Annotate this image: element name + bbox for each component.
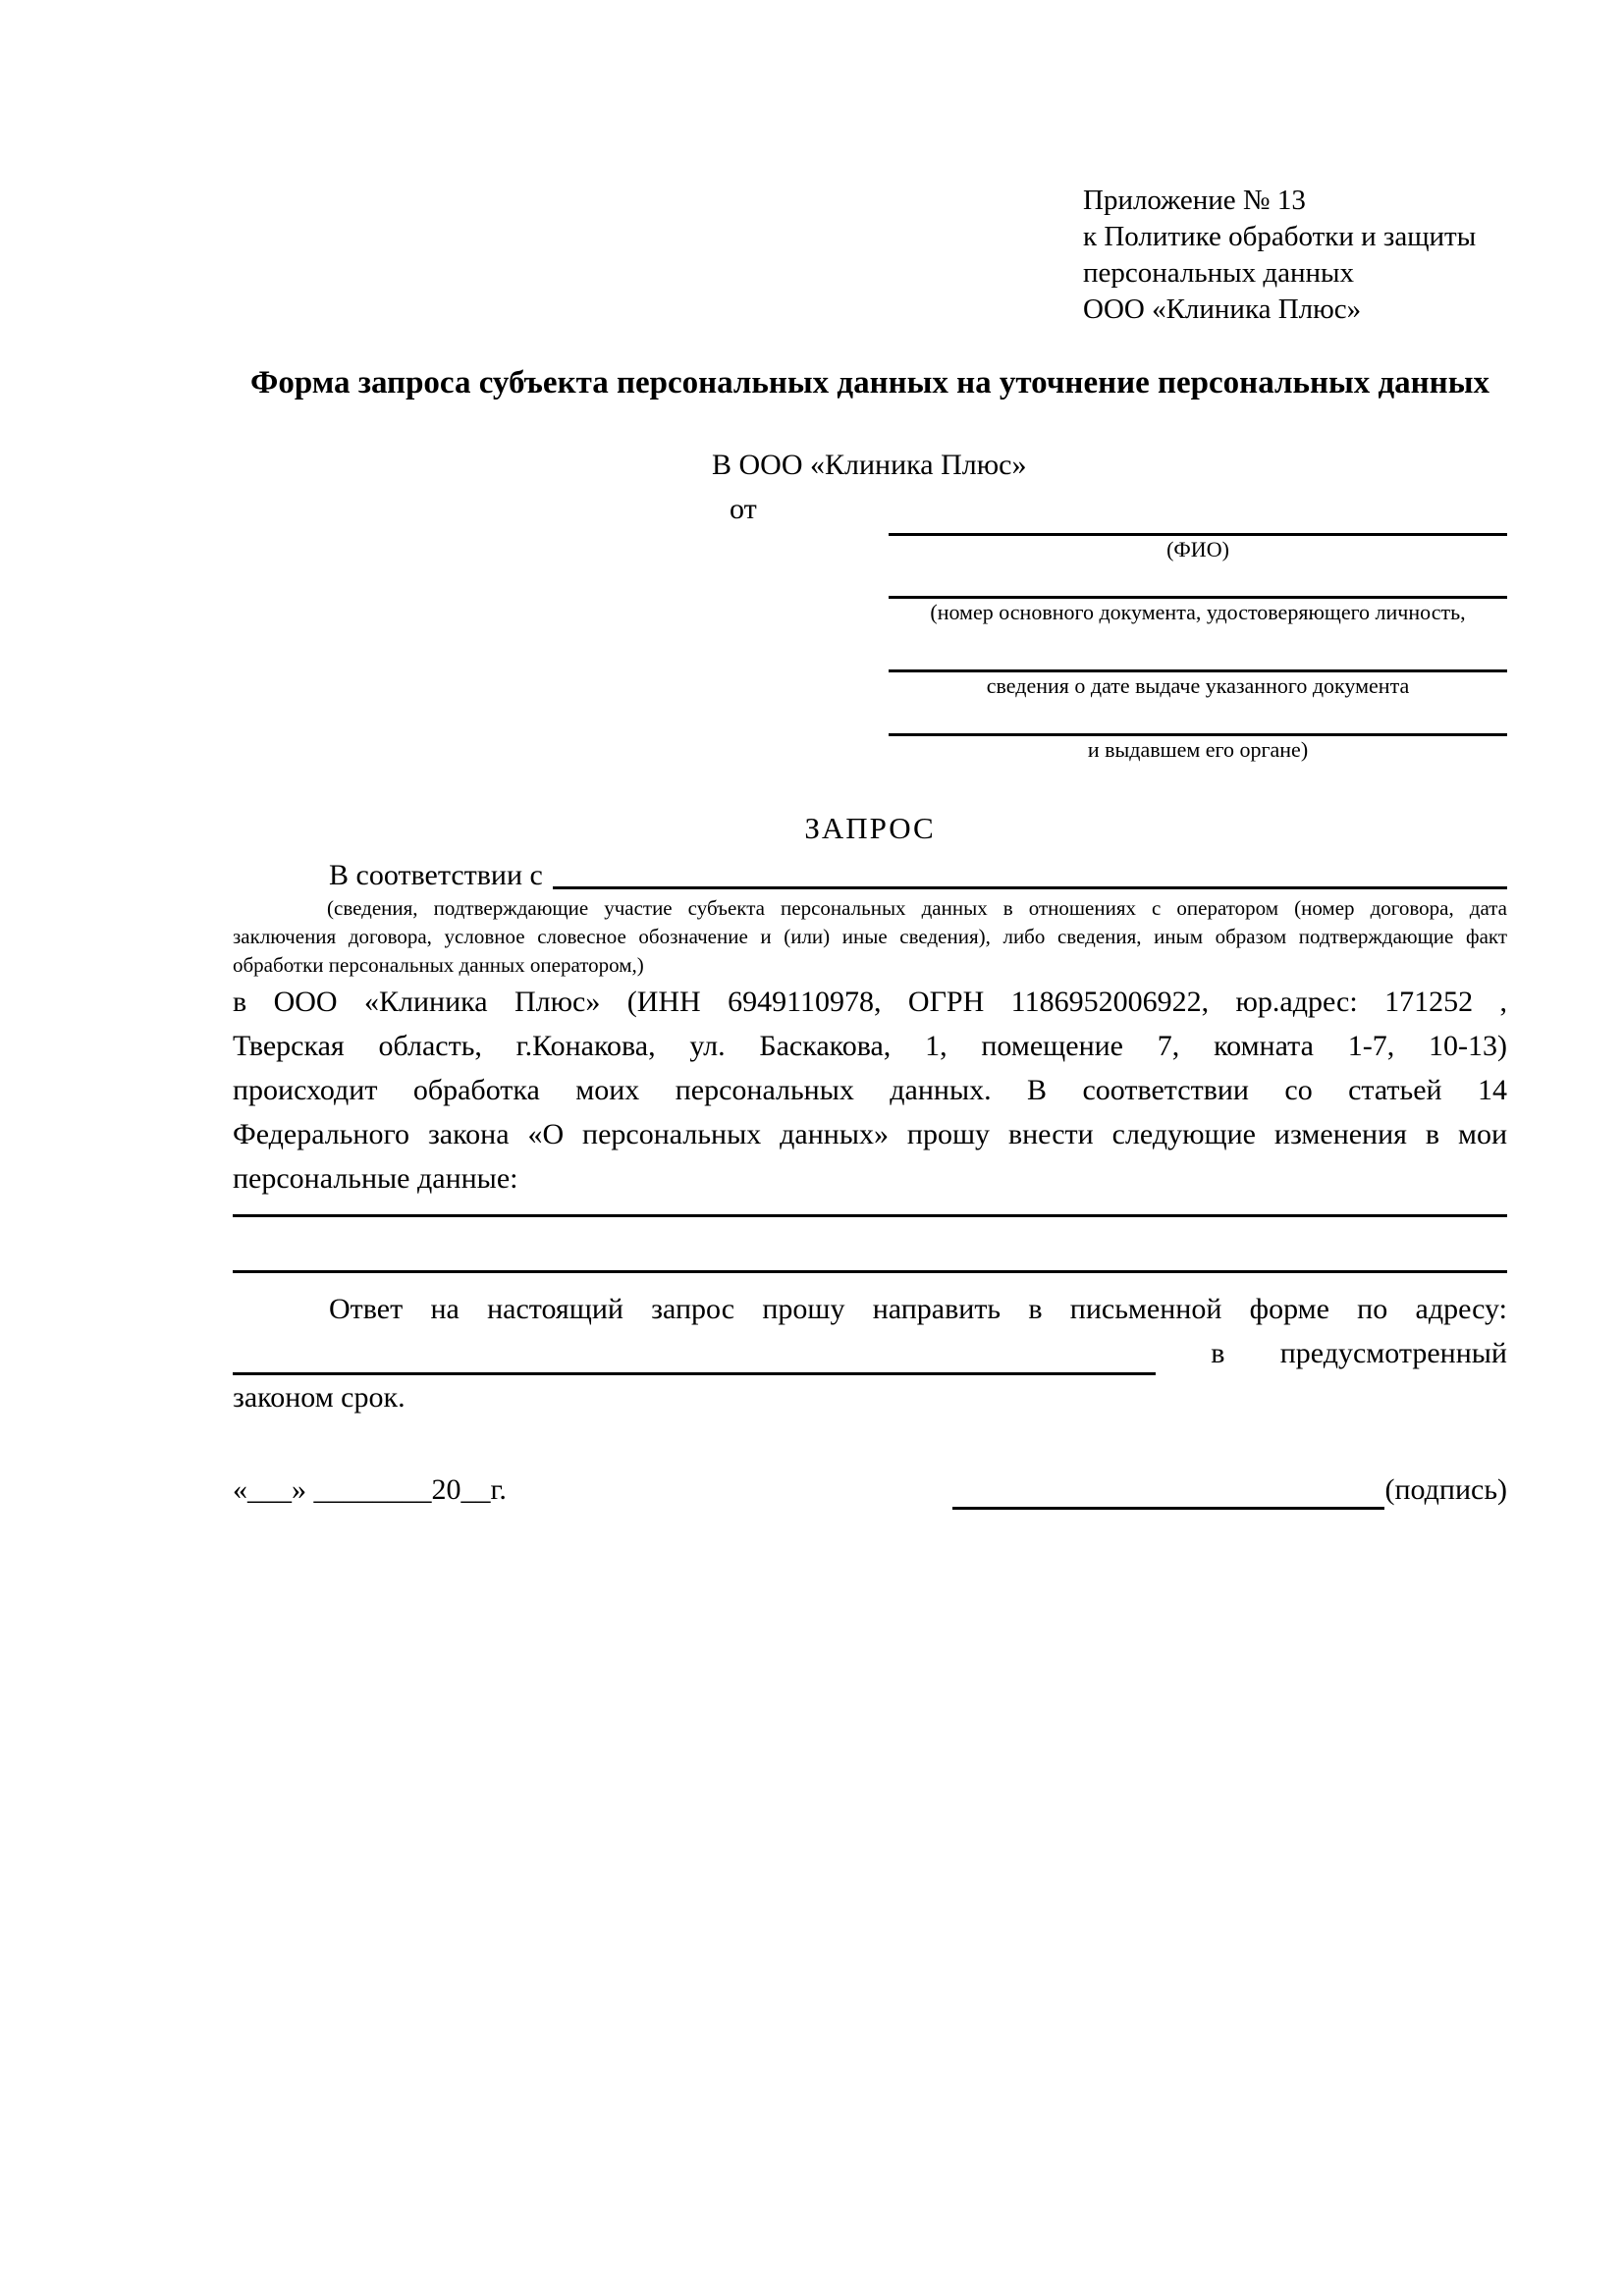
- body-line: в ООО «Клиника Плюс» (ИНН 6949110978, ОГРН 1186952006922, юр.адрес: 171252 ,: [233, 986, 1507, 1018]
- addressee-block: [712, 448, 1507, 763]
- date-blank: «___» ________20__г.: [233, 1473, 507, 1506]
- body-line: Федерального закона «О персональных данных» прошу внести следующие изменения в мои: [233, 1118, 1507, 1150]
- name-field-caption: (ФИО): [1166, 537, 1229, 561]
- body-line: персональные данные:: [233, 1162, 518, 1195]
- intro-row: [233, 857, 1507, 894]
- document-title: Форма запроса субъекта персональных данных на уточнение персональных данных: [250, 365, 1489, 400]
- request-body: [233, 980, 1507, 1201]
- addressee-to: В ООО «Клиника Плюс»: [712, 449, 1027, 481]
- footnote-line: обработки персональных данных оператором,): [233, 953, 644, 977]
- reply-sentence: Ответ на настоящий запрос прошу направить в письменной форме по адресу:: [329, 1293, 1507, 1325]
- footnote-line: (сведения, подтверждающие участие субъекта персональных данных в отношениях с оператором (номер договора, дата: [327, 896, 1507, 920]
- body-line: Тверская область, г.Конакова, ул. Баскакова, 1, помещение 7, комната 1-7, 10-13): [233, 1030, 1507, 1062]
- intro-blank-line: [553, 886, 1507, 889]
- signature-area: [952, 1470, 1507, 1510]
- changes-blank-line-1: [233, 1214, 1507, 1217]
- date-signature-row: [233, 1470, 1507, 1510]
- request-heading: ЗАПРОС: [804, 811, 936, 845]
- body-line: происходит обработка моих персональных данных. В соответствии со статьей 14: [233, 1074, 1507, 1106]
- signature-caption: (подпись): [1384, 1473, 1507, 1506]
- footnote-line: заключения договора, условное словесное обозначение и (или) иные сведения), либо сведения, иным образом подтверждающие факт: [233, 925, 1507, 948]
- appendix-policy-line: к Политике обработки и защиты: [1083, 221, 1477, 252]
- appendix-company: ООО «Клиника Плюс»: [1083, 294, 1362, 325]
- signature-blank-line: [952, 1476, 1384, 1510]
- intro-label: В соответствии с: [329, 859, 543, 891]
- changes-blank-line-2: [233, 1270, 1507, 1273]
- document-number-caption: (номер основного документа, удостоверяющего личность,: [930, 600, 1466, 624]
- issuing-authority-caption: и выдавшем его органе): [1087, 737, 1309, 762]
- appendix-number: Приложение № 13: [1083, 185, 1306, 216]
- addressee-from-label: от: [730, 493, 757, 525]
- intro-footnote: [233, 894, 1507, 980]
- address-blank-line: [233, 1338, 1156, 1375]
- reply-word-predusmotrenny: предусмотренный: [1279, 1337, 1507, 1369]
- reply-tail: законом срок.: [233, 1381, 406, 1414]
- appendix-policy-line2: персональных данных: [1083, 257, 1355, 289]
- issue-date-caption: сведения о дате выдаче указанного документа: [986, 673, 1410, 698]
- reply-word-v: в: [1211, 1337, 1225, 1369]
- reply-address-row: [233, 1331, 1507, 1375]
- appendix-header: [1083, 183, 1507, 328]
- document-content: [233, 0, 1507, 1510]
